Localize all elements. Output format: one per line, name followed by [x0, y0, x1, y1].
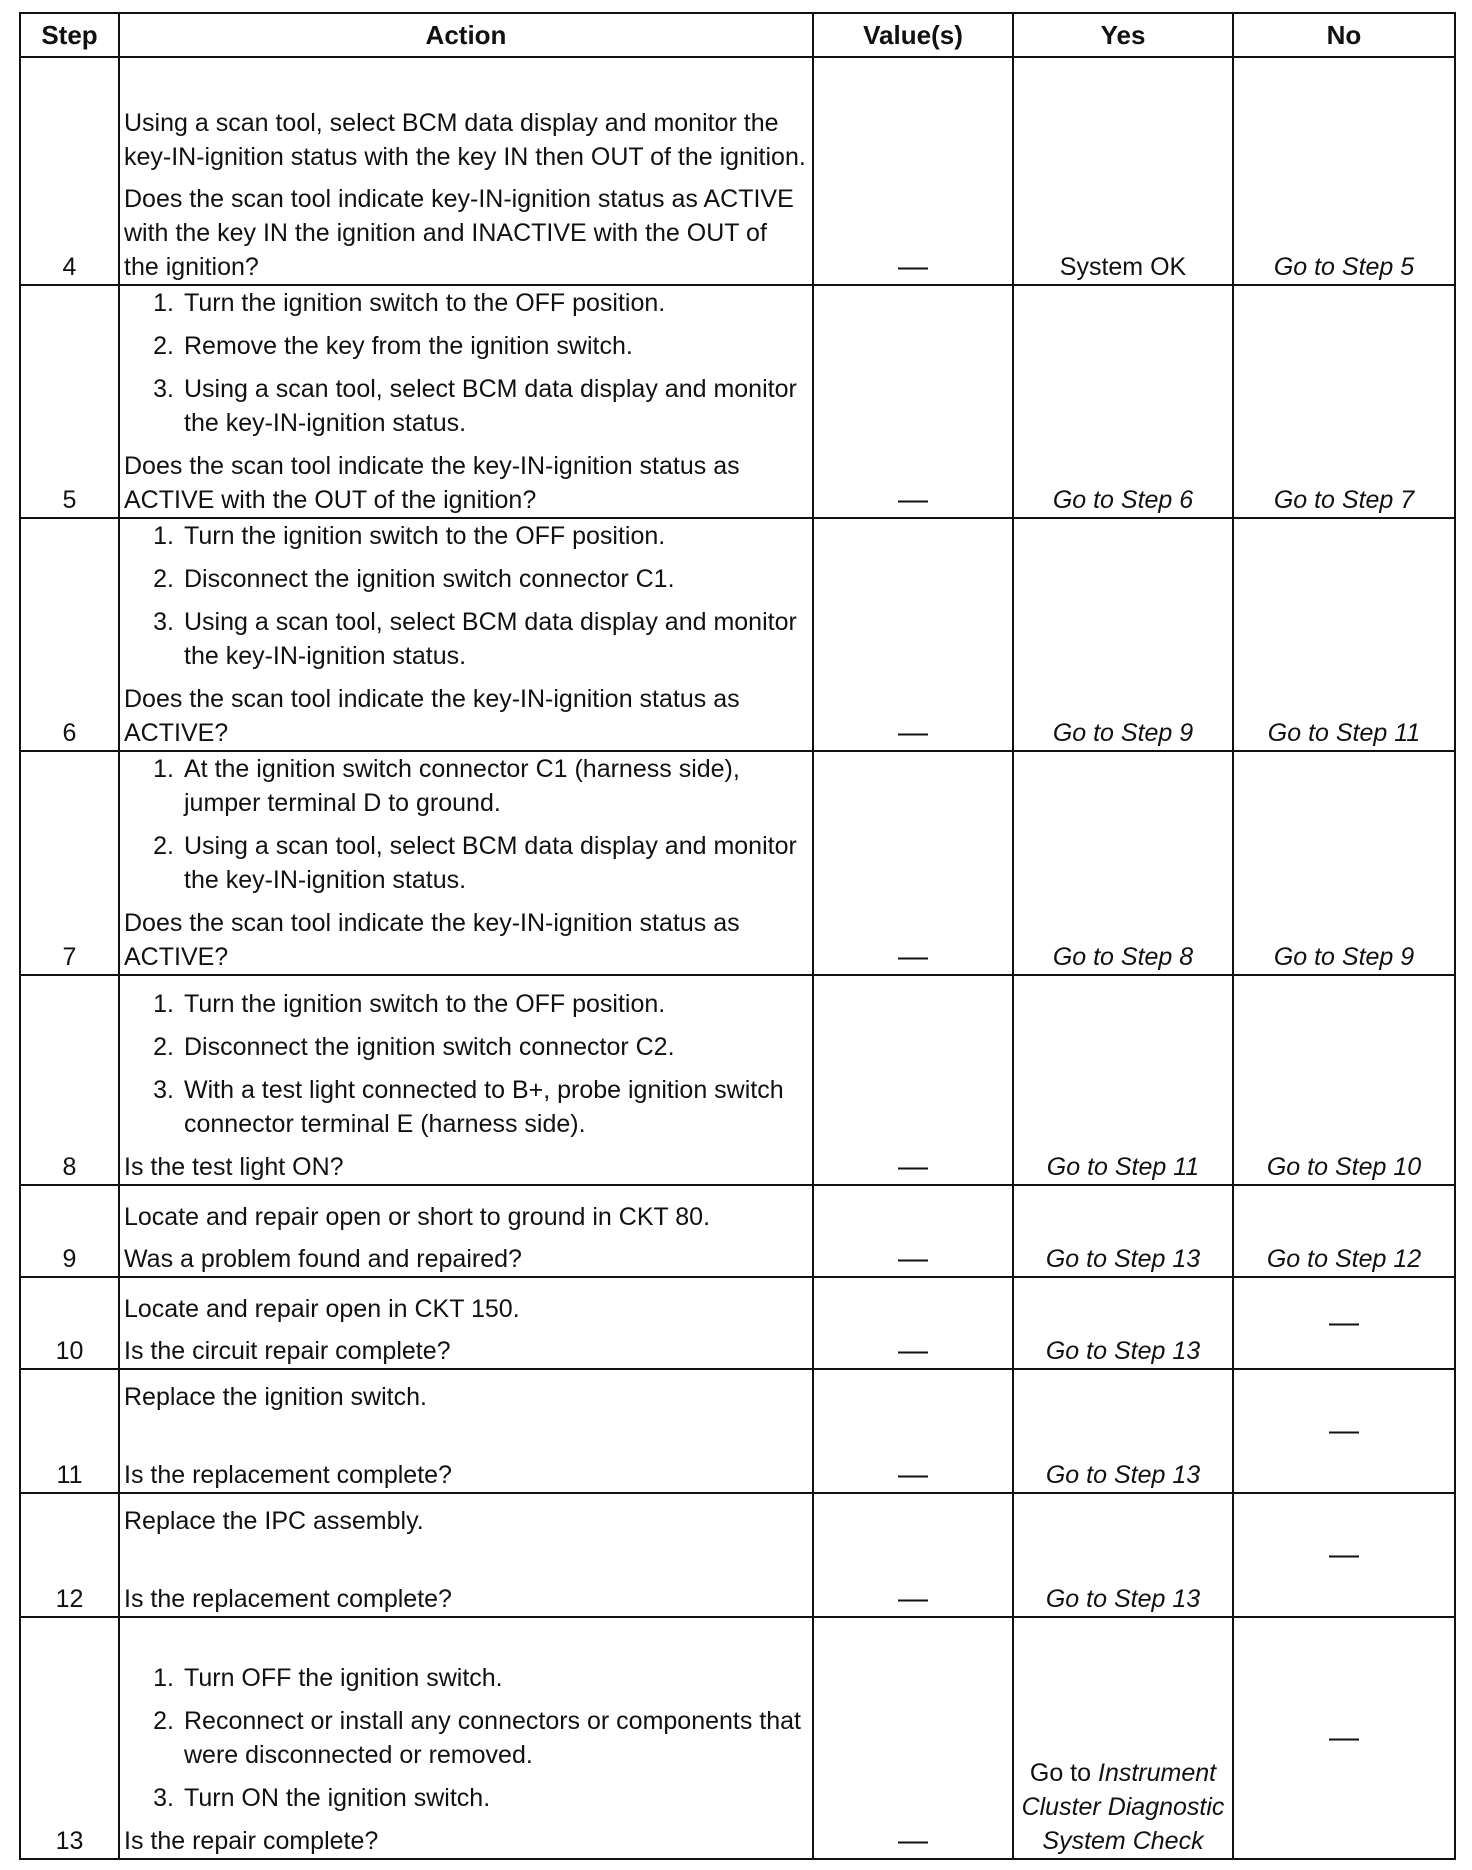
action-cell [119, 285, 813, 518]
step-number: 8 [20, 975, 119, 1185]
table-row [20, 285, 1455, 518]
table-row [20, 1277, 1455, 1369]
action-step: 2. Disconnect the ignition switch connector C1. [153, 565, 675, 593]
yes-cell: Go to Step 13 [1013, 1185, 1233, 1277]
action-question: Does the scan tool indicate key-IN-ignition status as ACTIVE with the key IN the ignition and INACTIVE with the OUT of the ignition? [124, 185, 794, 281]
step-number: 7 [20, 751, 119, 975]
value-cell: — [813, 1493, 1013, 1617]
yes-prefix: Go to [1029, 1759, 1092, 1787]
value-cell: — [813, 1617, 1013, 1859]
no-cell: Go to Step 7 [1233, 285, 1455, 518]
no-cell: Go to Step 9 [1233, 751, 1455, 975]
yes-reference: Instrument Cluster Diagnostic System Check [1021, 1759, 1225, 1855]
action-cell [119, 1369, 813, 1493]
action-step: 1. Turn OFF the ignition switch. [153, 1664, 503, 1692]
action-cell [119, 1185, 813, 1277]
action-steps [124, 987, 808, 1141]
action-step: 1. Turn the ignition switch to the OFF position. [153, 990, 666, 1018]
action-cell [119, 518, 813, 751]
action-step: 3. Using a scan tool, select BCM data display and monitor the key-IN-ignition status. [153, 608, 797, 670]
step-number: 6 [20, 518, 119, 751]
diagnostic-table [19, 12, 1456, 1860]
yes-cell: Go to Step 13 [1013, 1369, 1233, 1493]
action-cell [119, 1617, 813, 1859]
value-cell: — [813, 285, 1013, 518]
action-cell [119, 975, 813, 1185]
action-cell [119, 1277, 813, 1369]
action-steps [124, 752, 808, 897]
table-row [20, 57, 1455, 285]
action-step: 2. Reconnect or install any connectors or components that were disconnected or removed. [153, 1707, 802, 1769]
header-no: No [1233, 13, 1455, 57]
value-cell: — [813, 1277, 1013, 1369]
action-step: 1. Turn the ignition switch to the OFF position. [153, 522, 666, 550]
action-text: Locate and repair open in CKT 150. [124, 1295, 520, 1323]
value-cell: — [813, 1185, 1013, 1277]
yes-cell: Go to Step 6 [1013, 285, 1233, 518]
yes-cell: Go to Step 9 [1013, 518, 1233, 751]
no-cell: — [1233, 1277, 1455, 1369]
step-number: 10 [20, 1277, 119, 1369]
step-number: 4 [20, 57, 119, 285]
action-step: 1. At the ignition switch connector C1 (harness side), jumper terminal D to ground. [153, 755, 740, 817]
action-step: 2. Using a scan tool, select BCM data display and monitor the key-IN-ignition status. [153, 832, 797, 894]
action-question: Is the circuit repair complete? [124, 1337, 451, 1365]
value-cell: — [813, 57, 1013, 285]
action-question: Is the replacement complete? [124, 1461, 452, 1489]
table-row [20, 751, 1455, 975]
action-text: Locate and repair open or short to ground in CKT 80. [124, 1203, 711, 1231]
value-cell: — [813, 1369, 1013, 1493]
no-cell: Go to Step 12 [1233, 1185, 1455, 1277]
table-row [20, 518, 1455, 751]
action-cell [119, 57, 813, 285]
header-step: Step [20, 13, 119, 57]
header-values: Value(s) [813, 13, 1013, 57]
table-row [20, 1185, 1455, 1277]
action-question: Was a problem found and repaired? [124, 1245, 522, 1273]
action-step: 2. Remove the key from the ignition switch. [153, 332, 633, 360]
yes-cell: Go to Step 11 [1013, 975, 1233, 1185]
header-action: Action [119, 13, 813, 57]
table-row [20, 1617, 1455, 1859]
action-text: Replace the ignition switch. [124, 1383, 427, 1411]
step-number: 11 [20, 1369, 119, 1493]
yes-cell: Go to Step 13 [1013, 1493, 1233, 1617]
action-text: Using a scan tool, select BCM data display and monitor the key-IN-ignition status with the key IN then OUT of the ignition. [124, 109, 806, 171]
no-cell: — [1233, 1369, 1455, 1493]
step-number: 5 [20, 285, 119, 518]
action-steps [124, 1661, 808, 1815]
no-cell: Go to Step 10 [1233, 975, 1455, 1185]
header-yes: Yes [1013, 13, 1233, 57]
action-question: Is the replacement complete? [124, 1585, 452, 1613]
action-cell [119, 751, 813, 975]
yes-cell: Go to Step 13 [1013, 1277, 1233, 1369]
no-cell: Go to Step 11 [1233, 518, 1455, 751]
action-step: 3. Turn ON the ignition switch. [153, 1784, 491, 1812]
action-cell [119, 1493, 813, 1617]
no-cell: — [1233, 1617, 1455, 1859]
yes-cell: System OK [1013, 57, 1233, 285]
action-question: Is the test light ON? [124, 1153, 344, 1181]
value-cell: — [813, 975, 1013, 1185]
value-cell: — [813, 751, 1013, 975]
action-question: Is the repair complete? [124, 1827, 379, 1855]
table-row [20, 1369, 1455, 1493]
action-step: 3. With a test light connected to B+, probe ignition switch connector terminal E (harness side). [153, 1076, 784, 1138]
action-question: Does the scan tool indicate the key-IN-ignition status as ACTIVE? [124, 909, 740, 971]
action-question: Does the scan tool indicate the key-IN-ignition status as ACTIVE with the OUT of the ignition? [124, 452, 740, 514]
step-number: 12 [20, 1493, 119, 1617]
yes-cell: Go to Step 8 [1013, 751, 1233, 975]
header-row [20, 13, 1455, 57]
table-row [20, 975, 1455, 1185]
step-number: 13 [20, 1617, 119, 1859]
no-cell: Go to Step 5 [1233, 57, 1455, 285]
value-cell: — [813, 518, 1013, 751]
action-steps [124, 519, 808, 673]
table-row [20, 1493, 1455, 1617]
action-text: Replace the IPC assembly. [124, 1507, 424, 1535]
no-cell: — [1233, 1493, 1455, 1617]
step-number: 9 [20, 1185, 119, 1277]
action-step: 3. Using a scan tool, select BCM data display and monitor the key-IN-ignition status. [153, 375, 797, 437]
action-steps [124, 286, 808, 440]
action-step: 2. Disconnect the ignition switch connector C2. [153, 1033, 675, 1061]
action-question: Does the scan tool indicate the key-IN-ignition status as ACTIVE? [124, 685, 740, 747]
action-step: 1. Turn the ignition switch to the OFF position. [153, 289, 666, 317]
yes-cell [1013, 1617, 1233, 1859]
